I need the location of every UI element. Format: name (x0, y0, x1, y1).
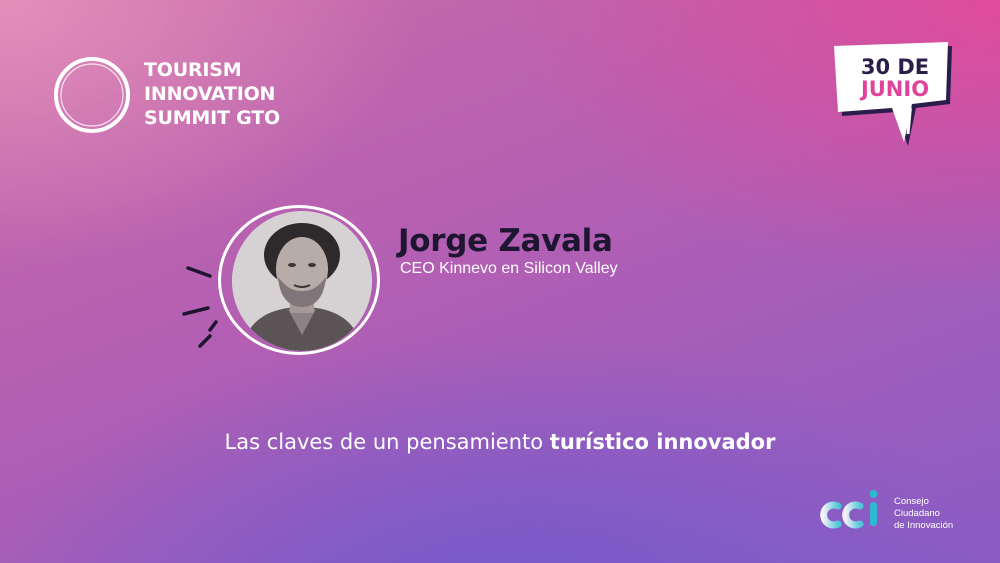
date-day: 30 DE (860, 55, 930, 79)
cci-logo-icon (818, 488, 890, 534)
organizer-name-line: de Innovación (894, 520, 954, 531)
date-text (844, 56, 946, 100)
talk-title-regular: Las claves de un pensamiento (224, 430, 544, 454)
organizer-name (894, 496, 953, 532)
event-name-line: SUMMIT GTO (144, 107, 280, 129)
event-logo (52, 55, 302, 135)
event-name-line: TOURISM (144, 59, 242, 81)
organizer-name-line: Ciudadano (894, 508, 940, 519)
speaker-name: Jorge Zavala (398, 223, 613, 259)
date-month: JUNIO (860, 77, 930, 101)
ring-icon (52, 55, 132, 135)
organizer-name-line: Consejo (894, 496, 929, 507)
speaker-photo-frame (218, 205, 380, 367)
organizer-logo (818, 488, 988, 534)
event-name (144, 58, 280, 130)
event-name-line: INNOVATION (144, 83, 276, 105)
talk-title (0, 430, 1000, 454)
speaker-role: CEO Kinnevo en Silicon Valley (400, 260, 618, 277)
talk-title-bold: turístico innovador (549, 430, 776, 454)
speaker-photo (232, 211, 372, 351)
date-badge (830, 42, 960, 157)
